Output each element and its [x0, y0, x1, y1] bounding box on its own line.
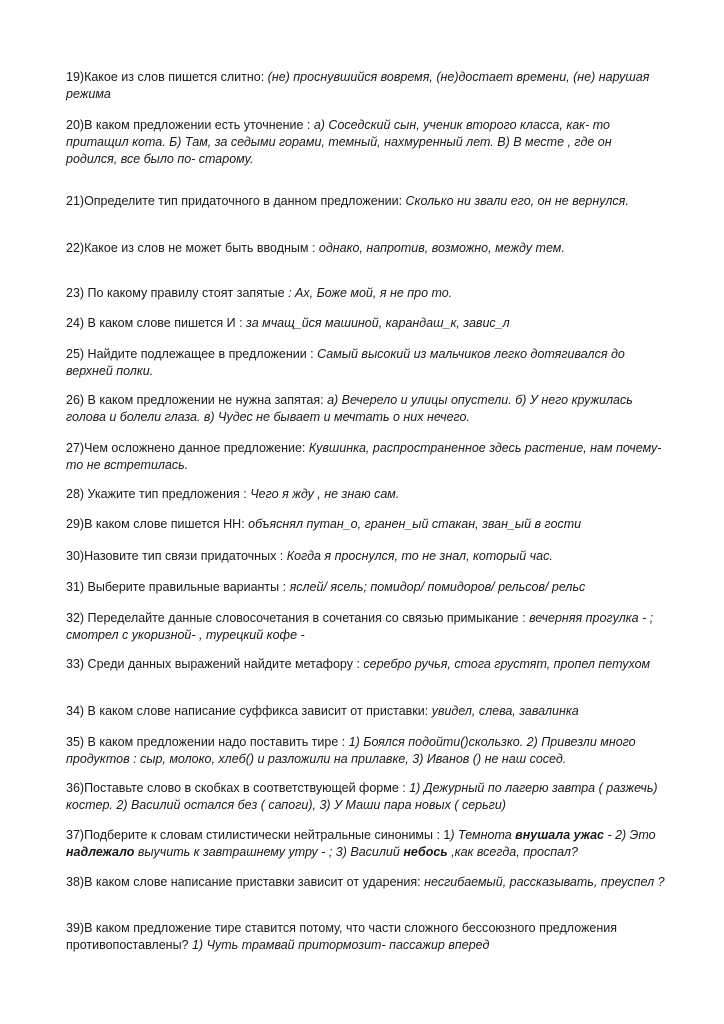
question-body: 1) Боялся подойти()скользко. 2) Привезли много продуктов : сыр, молоко, хлеб() и разложили на прилавке, 3) Иванов () не наш сосед.: [66, 735, 636, 766]
question-body: 1) Дежурный по лагерю завтра ( разжечь) костер. 2) Василий остался без ( сапоги), 3) У Маши пара новых ( серьги): [66, 781, 658, 812]
question-prompt: 34) В каком слове написание суффикса зависит от приставки:: [66, 704, 432, 718]
bold-word: надлежало: [66, 845, 135, 859]
question-19: [66, 69, 666, 103]
question-23: [66, 285, 666, 302]
question-20: [66, 117, 666, 168]
question-body-part: - 2) Это: [603, 828, 656, 842]
question-21: [66, 193, 666, 210]
bold-word: внушала ужас: [515, 828, 604, 842]
question-body-part: ) Темнота: [450, 828, 516, 842]
question-body: яслей/ ясель; помидор/ помидоров/ рельсов/ рельс: [289, 580, 586, 594]
question-body: Самый высокий из мальчиков легко дотягивался до верхней полки.: [66, 347, 625, 378]
question-30: [66, 548, 666, 565]
question-prompt: 25) Найдите подлежащее в предложении :: [66, 347, 318, 361]
question-38: [66, 874, 666, 891]
question-36: [66, 780, 666, 814]
question-27: [66, 440, 666, 474]
question-body: Чего я жду , не знаю сам.: [250, 487, 400, 501]
question-32: [66, 610, 666, 644]
bold-word: небось: [403, 845, 448, 859]
question-body: несгибаемый, рассказывать, преуспел ?: [424, 875, 665, 889]
question-body: (не) проснувшийся вовремя, (не)достает времени, (не) нарушая режима: [66, 70, 650, 101]
question-body: а) Вечерело и улицы опустели. б) У него кружилась голова и болели глаза. в) Чудес не бывает и мечтать о них нечего.: [66, 393, 633, 424]
question-prompt: 20)В каком предложении есть уточнение :: [66, 118, 314, 132]
question-prompt: 32) Переделайте данные словосочетания в сочетания со связью примыкание :: [66, 611, 530, 625]
question-prompt: 21)Определите тип придаточного в данном предложении:: [66, 194, 406, 208]
question-prompt: 38)В каком слове написание приставки зависит от ударения:: [66, 875, 425, 889]
question-31: [66, 579, 666, 596]
question-37: [66, 827, 666, 861]
question-prompt: 29)В каком слове пишется НН:: [66, 517, 249, 531]
question-prompt: 37)Подберите к словам стилистически нейтральные синонимы : 1: [66, 828, 451, 842]
question-prompt: 22)Какое из слов не может быть вводным :: [66, 241, 319, 255]
question-body-part: выучить к завтрашнему утру - ; 3) Василий: [134, 845, 404, 859]
question-body: вечерняя прогулка - ; смотрел с укоризной- , турецкий кофе -: [66, 611, 654, 642]
question-prompt: 30)Назовите тип связи придаточных :: [66, 549, 287, 563]
question-28: [66, 486, 666, 503]
question-24: [66, 315, 666, 332]
question-body: : Ах, Боже мой, я не про то.: [288, 286, 453, 300]
question-body: объяснял путан_о, гранен_ый стакан, зван_ый в гости: [248, 517, 582, 531]
question-39: [66, 920, 666, 954]
question-prompt: 26) В каком предложении не нужна запятая:: [66, 393, 328, 407]
question-prompt: 36)Поставьте слово в скобках в соответствующей форме :: [66, 781, 410, 795]
question-body: за мчащ_йся машиной, карандаш_к, завис_л: [246, 316, 510, 330]
question-body: однако, напротив, возможно, между тем.: [318, 241, 565, 255]
question-body: а) Соседский сын, ученик второго класса, как- то притащил кота. Б) Там, за седыми горами, темный, нахмуренный лет. В) В месте , где он родился, все было по- старому.: [66, 118, 612, 166]
question-25: [66, 346, 666, 380]
question-26: [66, 392, 666, 426]
question-body: Кувшинка, распространенное здесь растение, нам почему-то не встретилась.: [66, 441, 662, 472]
question-body: 1) Чуть трамвай притормозит- пассажир вперед: [191, 938, 490, 952]
question-22: [66, 240, 666, 257]
question-prompt: 19)Какое из слов пишется слитно:: [66, 70, 268, 84]
question-body-part: ,как всегда, проспал?: [447, 845, 578, 859]
question-34: [66, 703, 666, 720]
question-prompt: 33) Среди данных выражений найдите метафору :: [66, 657, 364, 671]
question-body: Когда я проснулся, то не знал, который час.: [286, 549, 553, 563]
question-body: Сколько ни звали его, он не вернулся.: [405, 194, 629, 208]
question-prompt: 24) В каком слове пишется И :: [66, 316, 247, 330]
question-29: [66, 516, 666, 533]
question-body: увидел, слева, завалинка: [431, 704, 579, 718]
question-prompt: 27)Чем осложнено данное предложение:: [66, 441, 309, 455]
question-body: серебро ручья, стога грустят, пропел петухом: [363, 657, 651, 671]
question-prompt: 28) Укажите тип предложения :: [66, 487, 251, 501]
question-prompt: 35) В каком предложении надо поставить тире :: [66, 735, 349, 749]
question-prompt: 23) По какому правилу стоят запятые: [66, 286, 289, 300]
question-33: [66, 656, 666, 673]
question-35: [66, 734, 666, 768]
question-prompt: 31) Выберите правильные варианты :: [66, 580, 290, 594]
question-prompt: 39)В каком предложение тире ставится потому, что части сложного бессоюзного предложения противопоставлены?: [66, 921, 617, 952]
